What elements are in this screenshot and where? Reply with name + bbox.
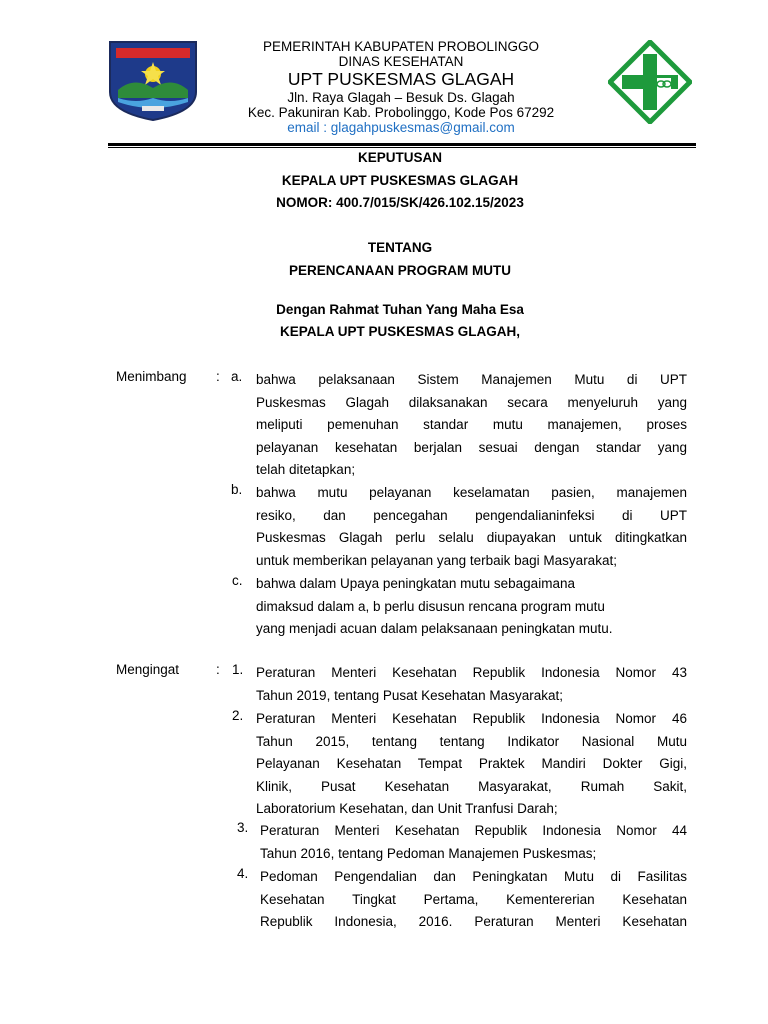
government-name: PEMERINTAH KABUPATEN PROBOLINGGO bbox=[262, 39, 540, 54]
invocation: Dengan Rahmat Tuhan Yang Maha Esa bbox=[276, 302, 524, 317]
text-line: Republik Indonesia, 2016. Peraturan Menteri Kesehatan bbox=[260, 914, 687, 929]
item-text bbox=[256, 573, 687, 641]
regency-emblem-icon bbox=[106, 40, 200, 122]
puskesmas-cross-icon bbox=[608, 40, 692, 124]
decree-subject: PERENCANAAN PROGRAM MUTU bbox=[289, 263, 511, 278]
decree-number: NOMOR: 400.7/015/SK/426.102.15/2023 bbox=[276, 195, 524, 210]
text-line: bahwa mutu pelayanan keselamatan pasien, manajemen bbox=[256, 485, 687, 500]
item-text bbox=[260, 820, 687, 865]
issuer-line: KEPALA UPT PUSKESMAS GLAGAH, bbox=[279, 324, 520, 339]
agency-name: DINAS KESEHATAN bbox=[338, 54, 464, 70]
text-line: resiko, dan pencegahan pengendalianinfeksi di UPT bbox=[256, 507, 687, 523]
text-line: telah ditetapkan; bbox=[256, 462, 356, 477]
text-line: meliputi pemenuhan standar mutu manajemen, proses bbox=[256, 417, 687, 432]
text-line: Peraturan Menteri Kesehatan Republik Indonesia Nomor 44 bbox=[260, 823, 687, 838]
text-line: Peraturan Menteri Kesehatan Republik Indonesia Nomor 43 bbox=[256, 665, 687, 680]
text-line: untuk memberikan pelayanan yang terbaik bagi Masyarakat; bbox=[256, 552, 617, 568]
item-text bbox=[256, 369, 687, 482]
address-line-1: Jln. Raya Glagah – Besuk Ds. Glagah bbox=[287, 89, 515, 105]
item-marker: a. bbox=[231, 369, 243, 384]
item-marker: 1. bbox=[232, 662, 244, 677]
address-line-2: Kec. Pakuniran Kab. Probolinggo, Kode Pos 67292 bbox=[247, 104, 555, 120]
item-marker: 3. bbox=[237, 820, 249, 835]
letterhead bbox=[200, 39, 602, 135]
text-line: Laboratorium Kesehatan, dan Unit Tranfusi Darah; bbox=[256, 801, 558, 816]
item-text bbox=[260, 866, 687, 934]
item-marker: c. bbox=[232, 573, 243, 588]
section-label: Mengingat bbox=[116, 662, 180, 677]
item-text bbox=[256, 482, 687, 572]
item-marker: 2. bbox=[232, 708, 244, 723]
text-line: bahwa dalam Upaya peningkatan mutu sebagaimana bbox=[256, 576, 575, 591]
item-text bbox=[256, 662, 687, 707]
text-line: Peraturan Menteri Kesehatan Republik Indonesia Nomor 46 bbox=[256, 711, 687, 726]
decree-issuer: KEPALA UPT PUSKESMAS GLAGAH bbox=[281, 173, 519, 188]
decree-heading: KEPUTUSAN bbox=[357, 150, 442, 165]
text-line: Puskesmas Glagah perlu selalu diupayakan untuk ditingkatkan bbox=[256, 530, 687, 545]
section-colon: : bbox=[216, 369, 220, 384]
tentang-heading: TENTANG bbox=[367, 240, 433, 255]
text-line: Klinik, Pusat Kesehatan Masyarakat, Rumah Sakit, bbox=[256, 778, 687, 794]
text-line: bahwa pelaksanaan Sistem Manajemen Mutu di UPT bbox=[256, 372, 687, 387]
text-line: Puskesmas Glagah dilaksanakan secara menyeluruh yang bbox=[256, 394, 687, 410]
text-line: Tahun 2015, tentang tentang Indikator Nasional Mutu bbox=[256, 733, 687, 749]
item-marker: 4. bbox=[237, 866, 249, 881]
item-marker: b. bbox=[231, 482, 243, 497]
text-line: dimaksud dalam a, b perlu disusun rencana program mutu bbox=[256, 598, 605, 614]
text-line: Tahun 2016, tentang Pedoman Manajemen Puskesmas; bbox=[260, 845, 597, 861]
text-line: pelayanan kesehatan berjalan sesuai dengan standar yang bbox=[256, 439, 687, 455]
text-line: Pelayanan Kesehatan Tempat Praktek Mandiri Dokter Gigi, bbox=[256, 756, 687, 771]
text-line: Tahun 2019, tentang Pusat Kesehatan Masyarakat; bbox=[256, 687, 563, 703]
text-line: Pedoman Pengendalian dan Peningkatan Mutu di Fasilitas bbox=[260, 869, 687, 884]
text-line: yang menjadi acuan dalam pelaksanaan peningkatan mutu. bbox=[256, 621, 613, 636]
section-label: Menimbang bbox=[116, 369, 187, 384]
item-text bbox=[256, 708, 687, 821]
section-colon: : bbox=[216, 662, 220, 677]
header-divider bbox=[108, 143, 696, 146]
text-line: Kesehatan Tingkat Pertama, Kementererian Kesehatan bbox=[260, 891, 687, 907]
email-address[interactable]: email : glagahpuskesmas@gmail.com bbox=[287, 120, 515, 136]
institution-name: UPT PUSKESMAS GLAGAH bbox=[287, 69, 515, 90]
header-divider-thin bbox=[108, 147, 696, 148]
